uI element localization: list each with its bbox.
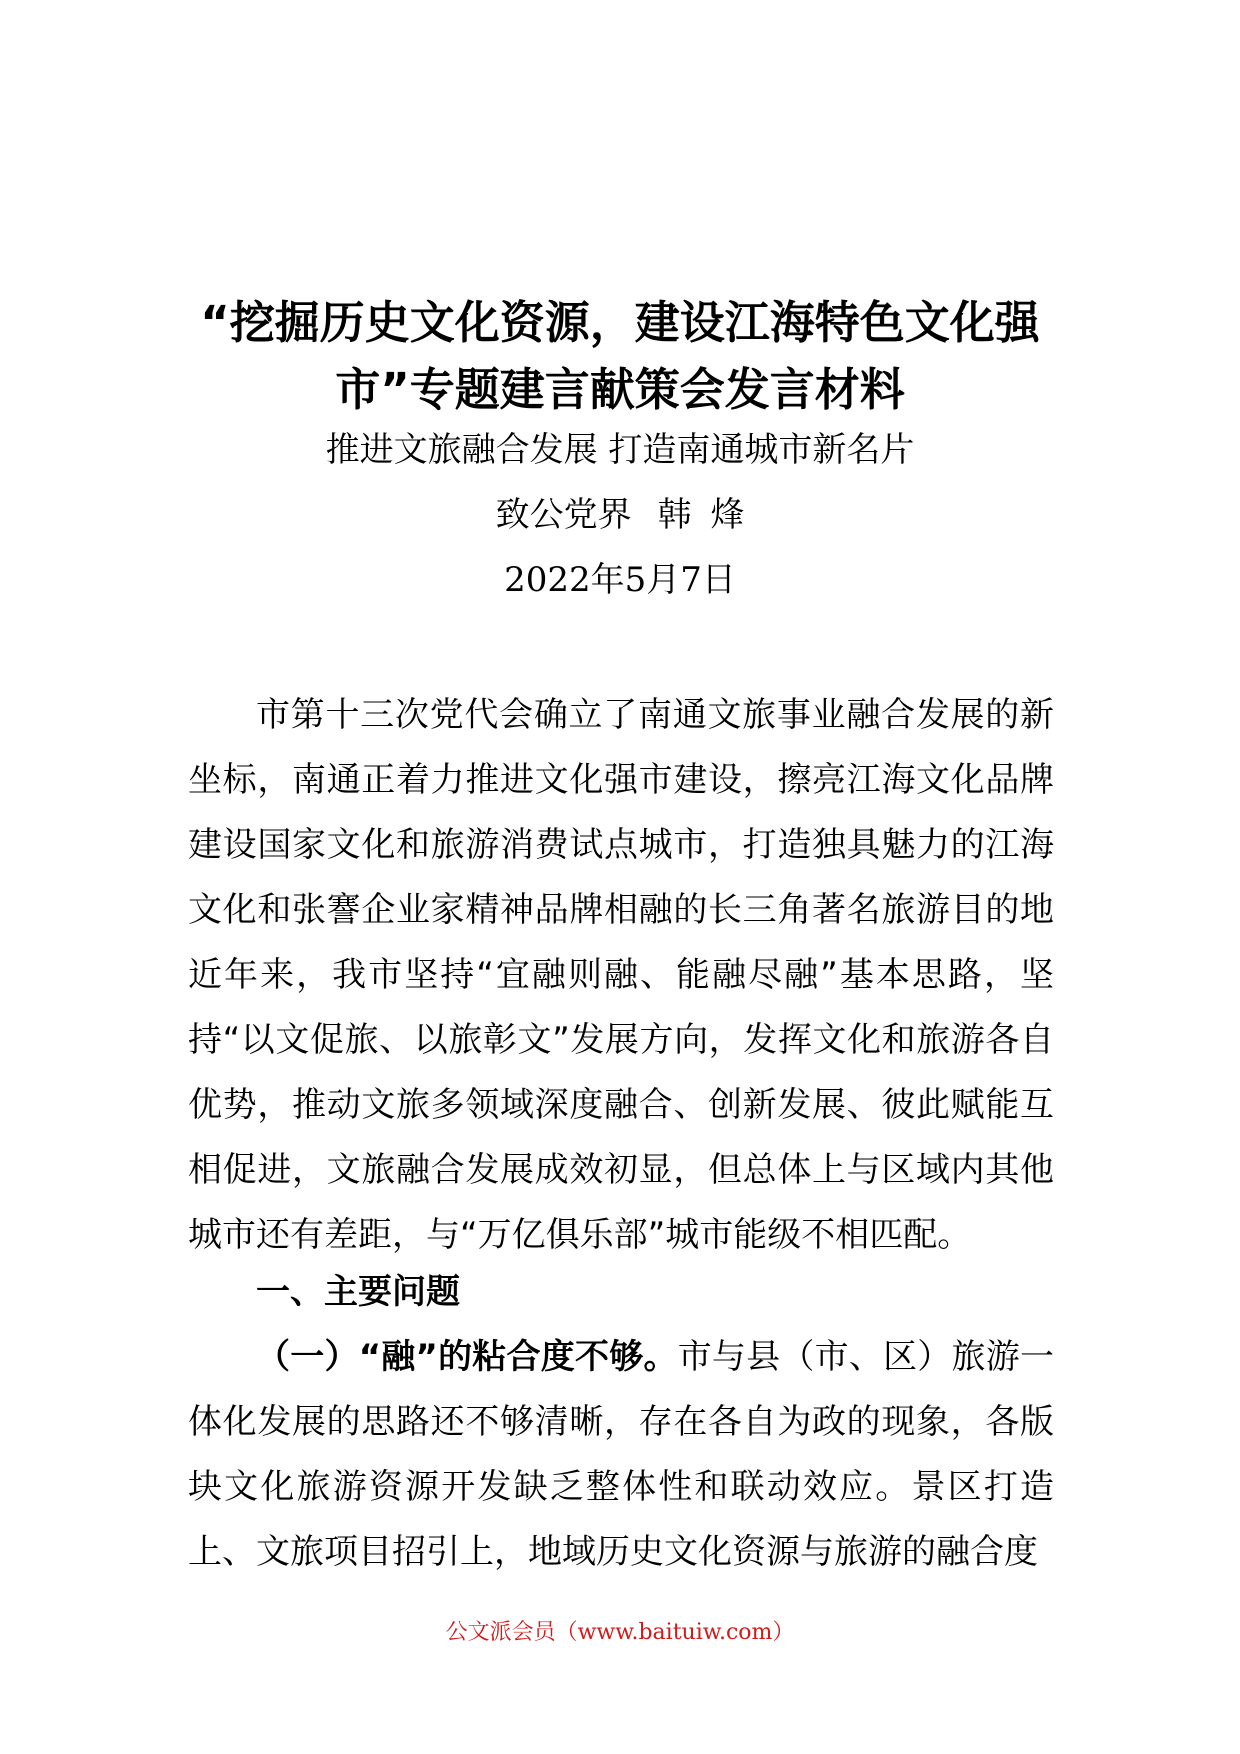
document-date: 2022年5月7日: [504, 560, 736, 600]
footer-watermark: 公文派会员（www.baituiw.com）: [445, 1620, 795, 1645]
section-heading-1: 一、主要问题: [256, 1272, 460, 1312]
document-subtitle: 推进文旅融合发展 打造南通城市新名片: [325, 430, 915, 470]
document-title-line-2: 市”专题建言献策会发言材料: [335, 363, 905, 416]
author-line: [150, 490, 1090, 540]
author-organization: 致公党界: [495, 495, 632, 535]
author-name: 韩 烽: [657, 495, 745, 535]
body-paragraph-1: 市第十三次党代会确立了南通文旅事业融合发展的新坐标，南通正着力推进文化强市建设，擦亮江海文化品牌建设国家文化和旅游消费试点城市，打造独具魅力的江海文化和张謇企业家精神品牌相融的长三角著名旅游目的地近年来，我市坚持“宜融则融、能融尽融”基本思路，坚持“以文促旅、以旅彰文”发展方向，发挥文化和旅游各自优势，推动文旅多领域深度融合、创新发展、彼此赋能互相促进，文旅融合发展成效初显，但总体上与区域内其他城市还有差距，与“万亿俱乐部”城市能级不相匹配。: [188, 695, 1054, 1255]
document-title-line-1: “挖掘历史文化资源，建设江海特色文化强: [200, 296, 1040, 349]
body-paragraph-2: [188, 1325, 1054, 1585]
paragraph-2-body: 市与县（市、区）旅游一体化发展的思路还不够清晰，存在各自为政的现象，各版块文化旅游资源开发缺乏整体性和联动效应。景区打造上、文旅项目招引上，地域历史文化资源与旅游的融合度: [188, 1337, 1054, 1572]
paragraph-2-lead: （一）“融”的粘合度不够。: [256, 1337, 678, 1377]
